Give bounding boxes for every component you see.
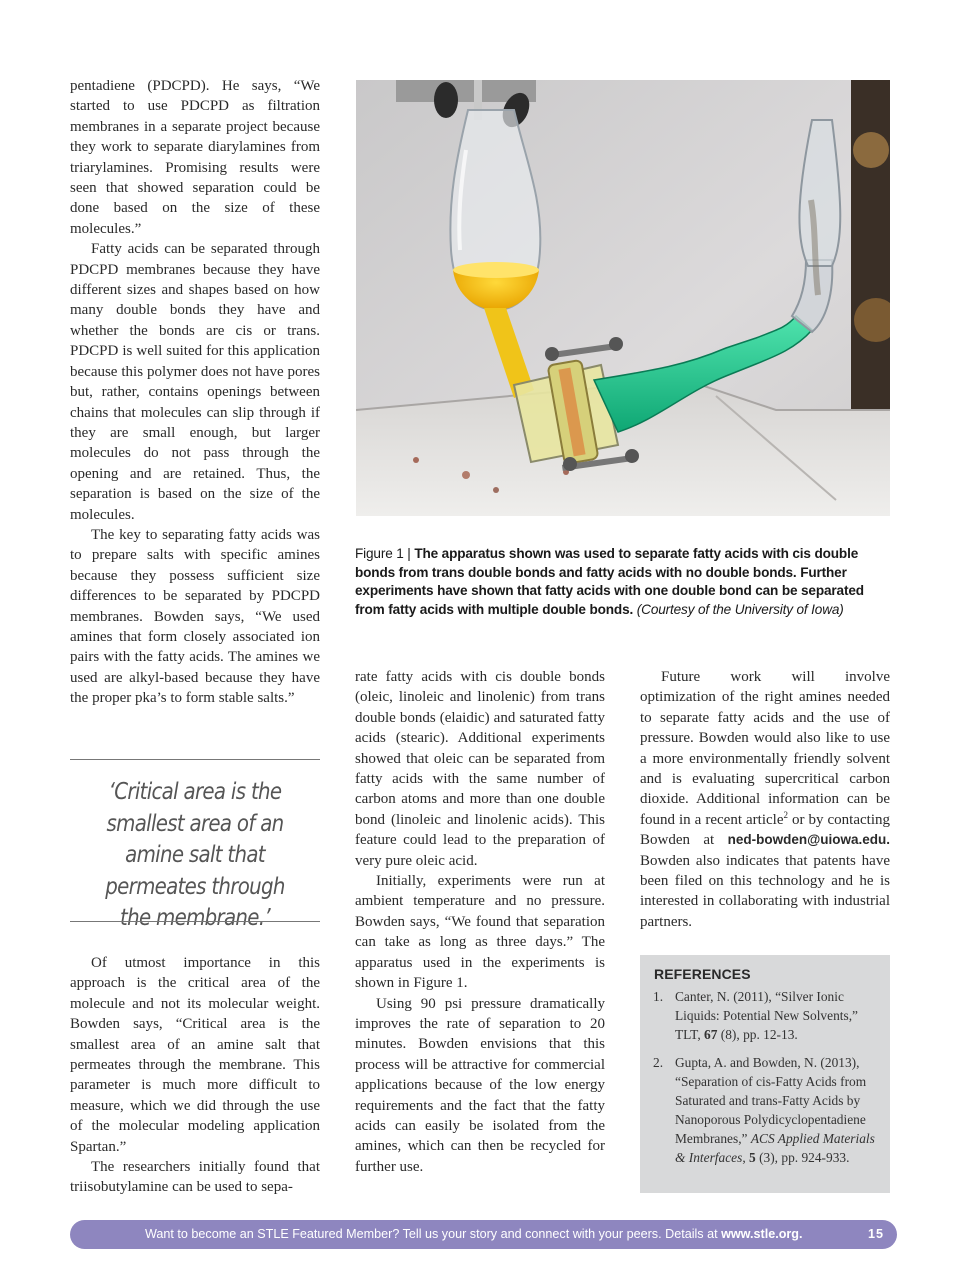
reference-volume: 67 bbox=[704, 1027, 718, 1042]
figure-credit: (Courtesy of the University of Iowa) bbox=[636, 601, 844, 617]
page-number: 15 bbox=[868, 1227, 885, 1241]
middle-column bbox=[355, 667, 605, 1177]
right-text-b: or by contacting Bowden at bbox=[640, 811, 890, 849]
figure-label: Figure 1 | bbox=[355, 546, 411, 561]
body-paragraph: Using 90 psi pressure dramatically improves the rate of separation to 20 minutes. Bowden envisions that this process will be attractive for commercial applications because of the low energy requirements and the fact that the fatty acids can easily be isolated from the amines, which can then be recycled for further use. bbox=[355, 995, 605, 1175]
email-link[interactable]: ned-bowden@uiowa.edu. bbox=[727, 832, 890, 848]
reference-superscript: 2 bbox=[783, 809, 788, 820]
references-heading: REFERENCES bbox=[654, 966, 751, 982]
references-box bbox=[640, 955, 890, 1193]
reference-pages: (3), pp. 924-933. bbox=[755, 1150, 850, 1165]
pull-quote: ‘Critical area is the smallest area of an amine salt that permeates through the membrane.’ bbox=[105, 779, 285, 931]
figure-photo bbox=[356, 80, 890, 516]
right-text-c: Bowden also indicates that patents have been filed on this technology and he is interested in collaborating with industrial partners. bbox=[640, 852, 890, 930]
references-list bbox=[653, 987, 881, 1176]
body-paragraph: Of utmost importance in this approach is the critical area of the molecule and not its molecular weight. Bowden says, “Critical area is the smallest area of an amine salt that permeates through the membrane. This parameter is much more difficult to measure, which we did through the use of the molecular modeling application Spartan.” bbox=[70, 955, 320, 1155]
pull-quote-top-rule bbox=[70, 759, 320, 760]
body-paragraph: rate fatty acids with cis double bonds (oleic, linoleic and linolenic) from trans double bonds (elaidic) and saturated fatty acids (stearic). Additional experiments showed that oleic can be separated from fatty acids with the same number of carbon atoms and more than one double bond (linoleic and linolenic acids). This feature could lead to the preparation of very pure oleic acid. bbox=[355, 669, 605, 869]
figure-caption bbox=[355, 545, 895, 619]
reference-text: Canter, N. (2011), “Silver Ionic Liquids: Potential New Solvents,” TLT, bbox=[675, 989, 858, 1042]
reference-item: 2. Gupta, A. and Bowden, N. (2013), “Separation of cis-Fatty Acids from Saturated and trans-Fatty Acids by Nanoporous Polydicyclopentadiene Membranes,” ACS Applied Materials & Interfaces, 5 (3), pp. 924-933. bbox=[653, 1055, 875, 1165]
reference-number: 1. bbox=[653, 989, 664, 1004]
body-paragraph: Fatty acids can be separated through PDCPD membranes because they have different sizes and shapes based on how many double bonds they have and whether the bonds are cis or trans. PDCPD is well suited for this application because this polymer does not have pores but, rather, contains openings between chains that molecules can slip through if they are small enough, but larger molecules do not pass through the opening and are retained. Thus, the separation is based on the size of the molecules. bbox=[70, 241, 320, 523]
body-paragraph: pentadiene (PDCPD). He says, “We started to use PDCPD as filtration membranes in a separate project because they work to separate diarylamines from triarylamines. Promising results were seen that showed separation could be done based on the size of these molecules.” bbox=[70, 78, 320, 237]
apparatus-image bbox=[356, 80, 890, 516]
reference-pages: (8), pp. 12-13. bbox=[717, 1027, 798, 1042]
right-column bbox=[640, 667, 890, 932]
reference-item bbox=[653, 987, 881, 1044]
left-column-bottom bbox=[70, 953, 320, 1198]
footer-promo bbox=[145, 1225, 803, 1243]
pull-quote-bottom-rule bbox=[70, 921, 320, 922]
reference-journal: ACS Applied Materials & Interfaces bbox=[675, 1131, 875, 1165]
footer-link[interactable]: www.stle.org. bbox=[721, 1227, 803, 1241]
footer-text: Want to become an STLE Featured Member? Tell us your story and connect with your peers. Details at bbox=[145, 1227, 722, 1241]
reference-text: Gupta, A. and Bowden, N. (2013), “Separation of cis-Fatty Acids from Saturated and trans-Fatty Acids by Nanoporous Polydicyclopentadiene Membranes,” bbox=[675, 1055, 867, 1146]
body-paragraph: The researchers initially found that triisobutylamine can be used to sepa- bbox=[70, 1159, 320, 1196]
left-column-top bbox=[70, 76, 320, 709]
reference-number: 2. bbox=[653, 1055, 664, 1070]
figure-text: The apparatus shown was used to separate fatty acids with cis double bonds from trans double bonds and fatty acids with no double bonds. Further experiments have shown that fatty acids with one double bond can be separated from fatty acids with multiple double bonds. bbox=[355, 546, 864, 617]
body-paragraph: The key to separating fatty acids was to prepare salts with specific amines because they possess sufficient size differences to be separated by PDCPD membranes. Bowden says, “We used amines that form closely associated ion pairs with the fatty acids. The amines we used are alkyl-based because they have the proper pka’s to form stable salts.” bbox=[70, 526, 320, 707]
reference-volume: 5 bbox=[749, 1150, 756, 1165]
right-text-a: Future work will involve optimization of the right amines needed to separate fatty acids and the use of pressure. Bowden would also like to use a more environmentally friendly solvent and is evaluating supercritical carbon dioxide. Additional information can be found in a recent article bbox=[640, 669, 890, 828]
body-paragraph: Initially, experiments were run at ambient temperature and no pressure. Bowden says, “We found that separation can take as long as three days.” The apparatus used in the experiments is shown in Figure 1. bbox=[355, 873, 605, 992]
body-paragraph bbox=[640, 667, 890, 932]
